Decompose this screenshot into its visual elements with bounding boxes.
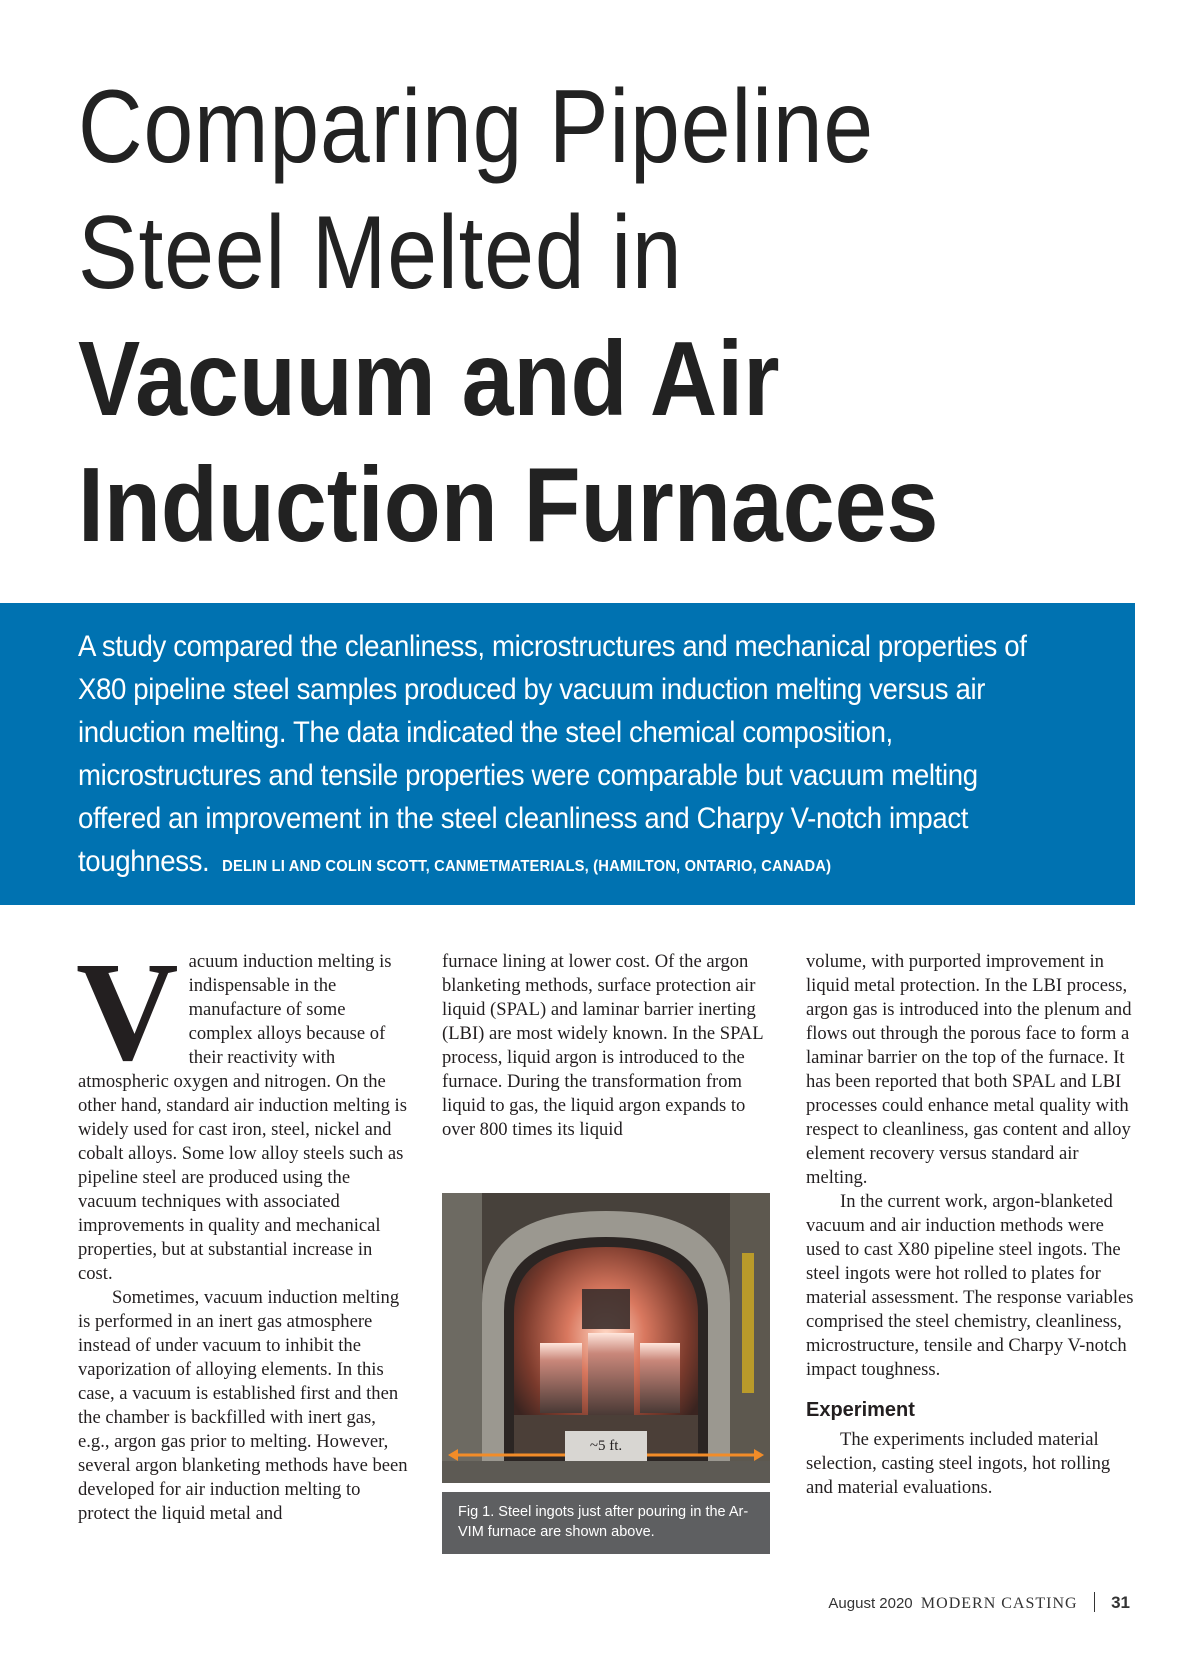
page-number: 31 — [1111, 1593, 1130, 1612]
paragraph-2: Sometimes, vacuum induction melting is performed in an inert gas atmosphere instead of under vacuum to inhibit the vaporization of alloying elements. In this case, a vacuum is established first and then the chamber is backfilled with inert gas, e.g., argon gas prior to melting. However, several argon blanketing methods have been developed for air induction melting to protect the liquid metal and — [78, 1287, 408, 1524]
issue-date: August 2020 — [828, 1595, 913, 1612]
footer-divider — [1094, 1592, 1095, 1612]
magazine-name: MODERN CASTING — [920, 1595, 1078, 1612]
figure-caption: Fig 1. Steel ingots just after pouring in the Ar-VIM furnace are shown above. — [442, 1492, 770, 1554]
scale-label: ~5 ft. — [589, 1438, 623, 1454]
page-footer — [828, 1592, 1130, 1613]
deck-band — [0, 603, 1135, 905]
paragraph-4: volume, with purported improvement in liquid metal protection. In the LBI process, argon gas is introduced into the plenum and flows out through the porous face to form a laminar barrier on the top of the furnace. It has been reported that both SPAL and LBI processes could enhance metal quality with respect to cleanliness, gas content and alloy element recovery versus standard air melting. — [806, 951, 1132, 1188]
headline-line-2: Steel Melted in — [78, 195, 683, 311]
headline-line-3: Vacuum and Air — [78, 320, 780, 438]
section-heading-experiment: Experiment — [806, 1399, 915, 1421]
headline-line-4: Induction Furnaces — [78, 446, 939, 564]
body-column-2 — [442, 950, 772, 1142]
paragraph-3: furnace lining at lower cost. Of the argon blanketing methods, surface protection air liquid (SPAL) and laminar barrier inerting (LBI) are most widely known. In the SPAL process, liquid argon is introduced to the furnace. During the transformation from liquid to gas, the liquid argon expands to over 800 times its liquid — [442, 951, 763, 1140]
headline-line-1: Comparing Pipeline — [78, 69, 875, 185]
headline — [78, 64, 1178, 568]
paragraph-1: acuum induction melting is indispensable in the manufacture of some complex alloys because of their reactivity with atmospheric oxygen and nitrogen. On the other hand, standard air induction melting is widely used for cast iron, steel, nickel and cobalt alloys. Some low alloy steels such as pipeline steel are produced using the vacuum techniques with associated improvements in quality and mechanical properties, but at substantial increase in cost. — [78, 951, 407, 1284]
body-column-3 — [806, 950, 1136, 1500]
drop-cap: V — [76, 932, 179, 1090]
deck-summary — [78, 625, 1044, 888]
furnace-photo — [442, 1193, 770, 1483]
paragraph-6: The experiments included material selection, casting steel ingots, hot rolling and material evaluations. — [806, 1429, 1111, 1498]
deck-text: A study compared the cleanliness, microstructures and mechanical properties of X80 pipeline steel samples produced by vacuum induction melting versus air induction melting. The data indicated the steel chemical composition, microstructures and tensile properties were comparable but vacuum melting offered an improvement in the steel cleanliness and Charpy V-notch impact toughness. — [78, 630, 1027, 878]
paragraph-5: In the current work, argon-blanketed vacuum and air induction methods were used to cast X80 pipeline steel ingots. The steel ingots were hot rolled to plates for material assessment. The response variables comprised the steel chemistry, cleanliness, microstructure, tensile and Charpy V-notch impact toughness. — [806, 1191, 1134, 1380]
body-column-1 — [76, 932, 408, 1526]
byline: DELIN LI AND COLIN SCOTT, CANMETMATERIALS, (HAMILTON, ONTARIO, CANADA) — [222, 858, 832, 875]
